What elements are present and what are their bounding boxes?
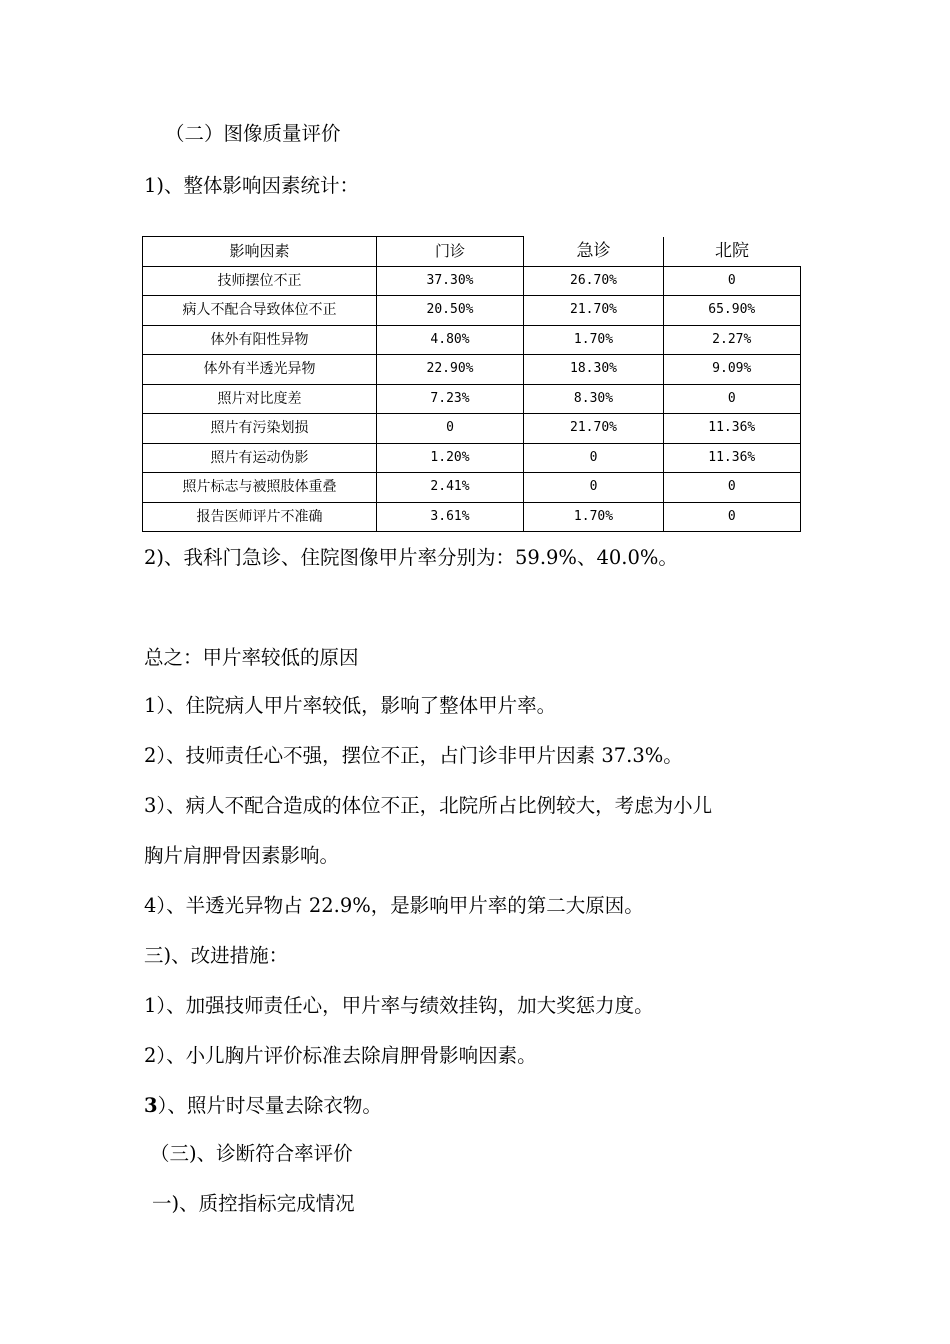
table-cell: 0: [664, 384, 801, 414]
table-row: [143, 443, 801, 473]
measure-item: 1）、加强技师责任心，甲片率与绩效挂钩，加大奖惩力度。: [144, 994, 654, 1017]
table-cell: 0: [524, 473, 664, 503]
table-cell: 0: [524, 443, 664, 473]
table-cell: 11.36%: [664, 443, 801, 473]
table-header-cell: 门诊: [377, 237, 524, 267]
table-cell: 照片有运动伪影: [143, 443, 377, 473]
reason-item: 2）、技师责任心不强，摆位不正，占门诊非甲片因素 37.3%。: [144, 744, 683, 767]
table-cell: 0: [377, 414, 524, 444]
subheading-factor-stats: 1)、整体影响因素统计：: [144, 174, 360, 197]
table-cell: 2.27%: [664, 325, 801, 355]
table-cell: 0: [664, 473, 801, 503]
table-header-row: [143, 237, 801, 267]
table-cell: 65.90%: [664, 296, 801, 326]
image-rate-statement: 2)、我科门急诊、住院图像甲片率分别为：59.9%、40.0%。: [144, 546, 678, 569]
table-cell: 11.36%: [664, 414, 801, 444]
table-cell: 病人不配合导致体位不正: [143, 296, 377, 326]
table-cell: 1.20%: [377, 443, 524, 473]
table-cell: 22.90%: [377, 355, 524, 385]
table-cell: 2.41%: [377, 473, 524, 503]
table-cell: 21.70%: [524, 414, 664, 444]
table-cell: 0: [664, 502, 801, 532]
measure-number: 3: [144, 1094, 158, 1117]
table-cell: 3.61%: [377, 502, 524, 532]
table-cell: 4.80%: [377, 325, 524, 355]
reason-item: 3）、病人不配合造成的体位不正，北院所占比例较大，考虑为小儿: [144, 794, 713, 817]
table-cell: 照片有污染划损: [143, 414, 377, 444]
table-cell: 1.70%: [524, 502, 664, 532]
table-cell: 照片标志与被照肢体重叠: [143, 473, 377, 503]
table-cell: 37.30%: [377, 266, 524, 296]
table-row: [143, 296, 801, 326]
table-cell: 技师摆位不正: [143, 266, 377, 296]
table-cell: 8.30%: [524, 384, 664, 414]
section-heading-image-quality: （二）图像质量评价: [165, 122, 341, 145]
measure-item: 2）、小儿胸片评价标准去除肩胛骨影响因素。: [144, 1044, 537, 1067]
table-cell: 0: [664, 266, 801, 296]
table-row: [143, 384, 801, 414]
reason-item: 4）、半透光异物占 22.9%，是影响甲片率的第二大原因。: [144, 894, 644, 917]
improvement-heading: 三)、改进措施：: [144, 944, 289, 967]
table-cell: 体外有阳性异物: [143, 325, 377, 355]
table-row: [143, 266, 801, 296]
section-heading-diagnosis: （三)、诊断符合率评价: [150, 1142, 353, 1165]
factor-table: [142, 236, 801, 532]
table-cell: 20.50%: [377, 296, 524, 326]
table-cell: 体外有半透光异物: [143, 355, 377, 385]
reason-item: 1）、住院病人甲片率较低，影响了整体甲片率。: [144, 694, 557, 717]
table-header-cell: 北院: [664, 237, 801, 267]
reason-item-continuation: 胸片肩胛骨因素影响。: [144, 844, 340, 867]
table-cell: 1.70%: [524, 325, 664, 355]
table-cell: 7.23%: [377, 384, 524, 414]
table-cell: 18.30%: [524, 355, 664, 385]
table-cell: 26.70%: [524, 266, 664, 296]
table-row: [143, 355, 801, 385]
table-cell: 9.09%: [664, 355, 801, 385]
table-cell: 报告医师评片不准确: [143, 502, 377, 532]
table-header-cell: 影响因素: [143, 237, 377, 267]
table-row: [143, 414, 801, 444]
summary-heading: 总之：甲片率较低的原因: [144, 646, 359, 669]
table-cell: 21.70%: [524, 296, 664, 326]
table-row: [143, 473, 801, 503]
table-row: [143, 325, 801, 355]
measure-text: ）、照片时尽量去除衣物。: [157, 1094, 382, 1117]
subheading-qc: 一)、质控指标完成情况: [152, 1192, 355, 1215]
table-cell: 照片对比度差: [143, 384, 377, 414]
table-row: [143, 502, 801, 532]
table-header-cell: 急诊: [524, 237, 664, 267]
measure-item: [144, 1094, 382, 1118]
